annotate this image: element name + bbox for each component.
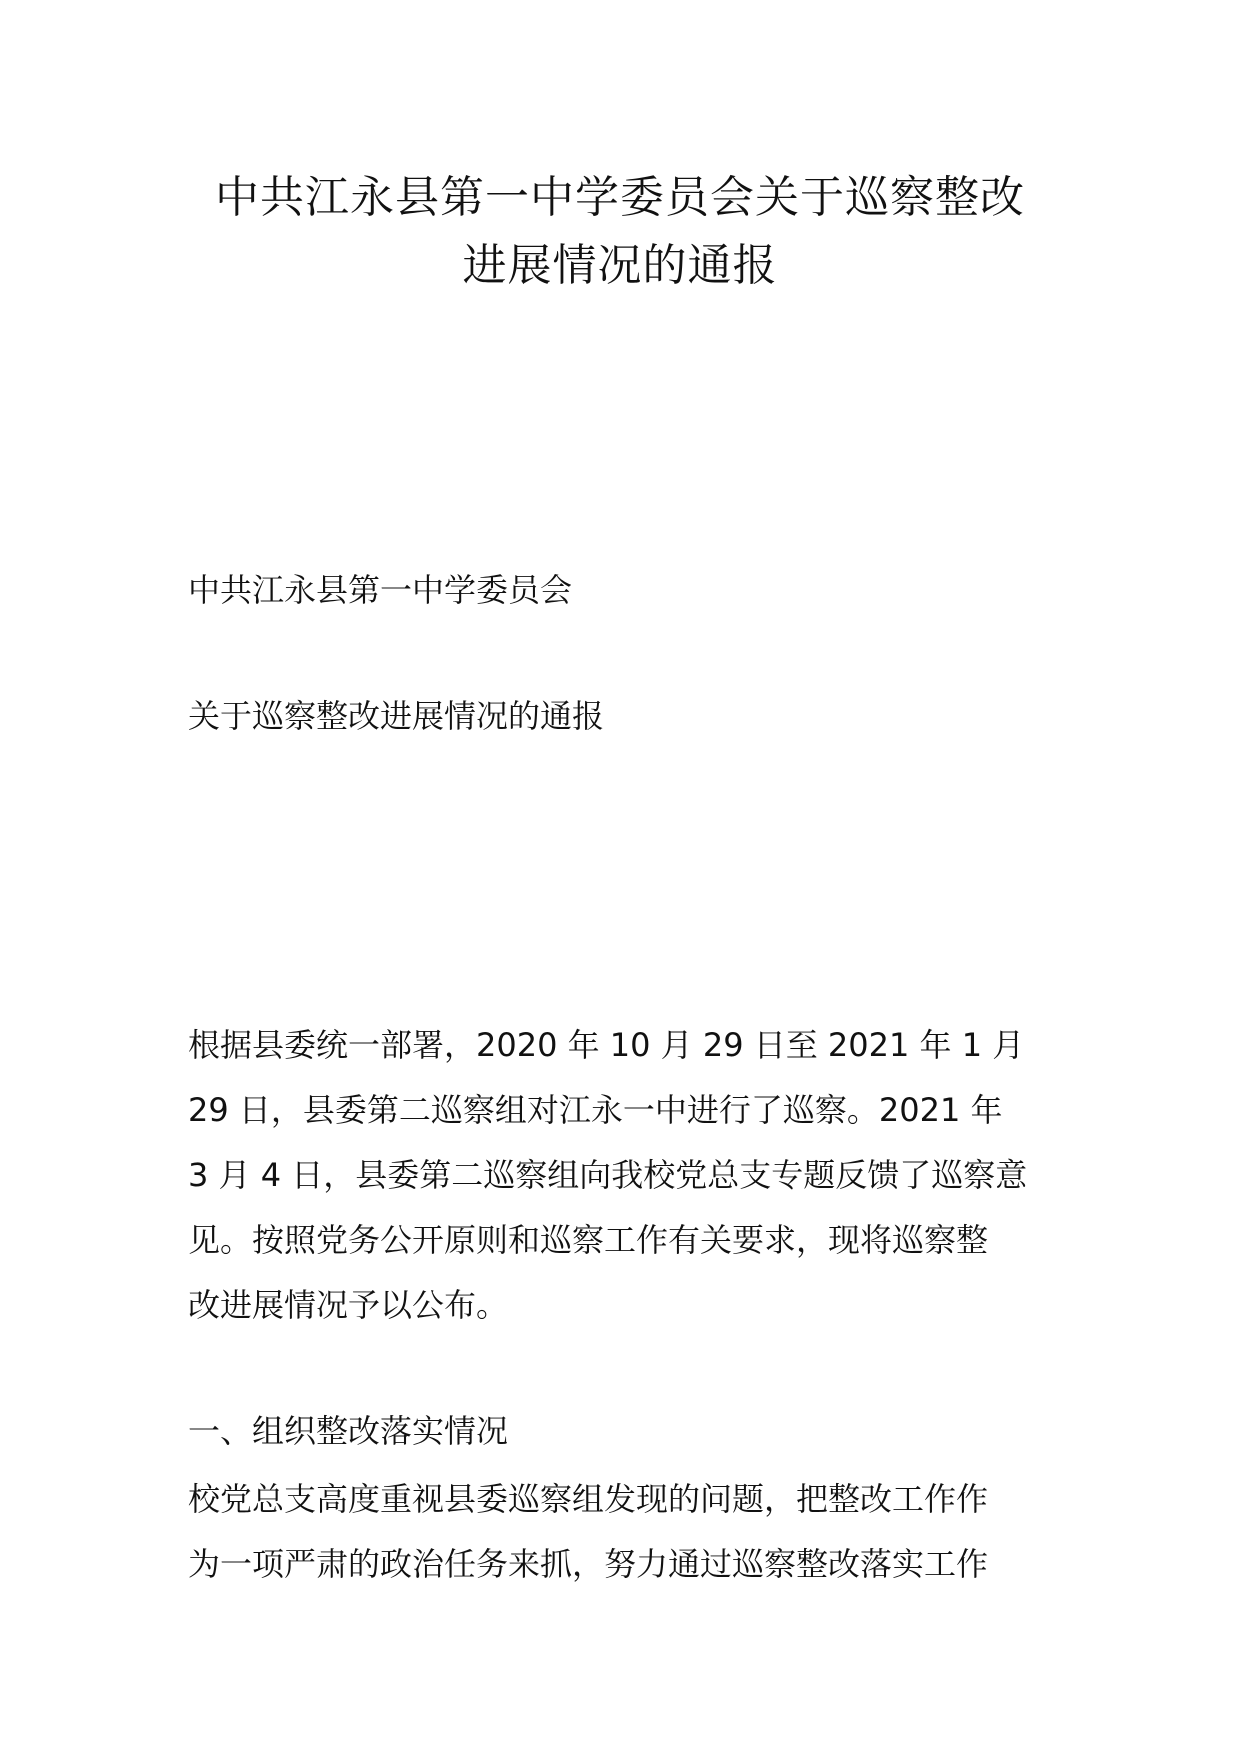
paragraph-line: 校党总支高度重视县委巡察组发现的问题，把整改工作作 (188, 1480, 989, 1518)
paragraph-line: 见。按照党务公开原则和巡察工作有关要求，现将巡察整 (188, 1221, 989, 1259)
section-paragraph (188, 1467, 1068, 1597)
intro-paragraph (188, 1013, 1068, 1338)
section-heading: 一、组织整改落实情况 (188, 1412, 509, 1450)
paragraph-line: 3 月 4 日，县委第二巡察组向我校党总支专题反馈了巡察意 (188, 1156, 1028, 1194)
document-title-line-1: 中共江永县第一中学委员会关于巡察整改 (215, 172, 1025, 223)
document-subject: 关于巡察整改进展情况的通报 (188, 697, 605, 735)
paragraph-line: 为一项严肃的政治任务来抓，努力通过巡察整改落实工作 (188, 1545, 989, 1583)
paragraph-line: 根据县委统一部署，2020 年 10 月 29 日至 2021 年 1 月 (188, 1026, 1025, 1064)
document-title-line-2: 进展情况的通报 (462, 240, 778, 291)
paragraph-line: 改进展情况予以公布。 (188, 1286, 509, 1324)
issuing-organization: 中共江永县第一中学委员会 (188, 571, 573, 609)
paragraph-line: 29 日，县委第二巡察组对江永一中进行了巡察。2021 年 (188, 1091, 1003, 1129)
